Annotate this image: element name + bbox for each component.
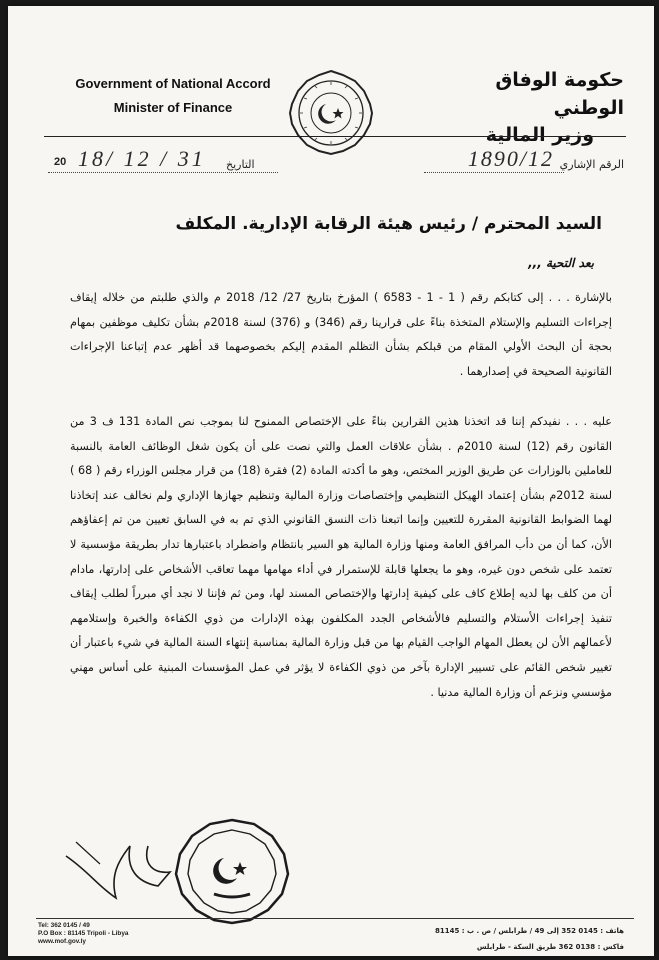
- addressee-line: السيد المحترم / رئيس هيئة الرقابة الإدارية. المكلف: [175, 214, 602, 234]
- footer-po-box: P.O Box : 81145 Tripoli - Libya: [38, 930, 129, 937]
- reference-value: 1890/12: [467, 146, 554, 171]
- english-ministry-name: Minister of Finance: [113, 100, 233, 115]
- english-letterhead: [48, 72, 298, 120]
- arabic-ministry-name: وزير المالية: [485, 124, 594, 146]
- footer-arabic-fax: فاكس : 0138 362 طريق السكة - طرابلس: [476, 943, 624, 951]
- date-year-prefix: 20: [54, 156, 67, 168]
- minister-stamp-icon: [172, 816, 292, 926]
- body-paragraph: بالإشارة . . . إلى كتابكم رقم ( 1 - 1 - 6583 ) المؤرخ بتاريخ 27/ 12/ 2018 م والذي طلبتم من خلاله إيقاف إجراءات التسليم والإستلام المتخذة بناءً على قرارينا رقم (346) و (376) لسنة 2018م بشأن تكليف موظفين بمهام بحجة أن البحث الأولي المقام من قبلكم بشأن التظلم المقدم إليكم بخصوصهما قد أظهر عدم إتباعنا الإجراءات القانونية الصحيحة في إصدارهما .: [70, 291, 613, 378]
- greeting-line: بعد التحية ,,,: [528, 256, 594, 270]
- footer-divider: [36, 918, 634, 919]
- handwritten-signature-icon: [58, 816, 178, 906]
- ministry-seal-icon: [286, 68, 376, 158]
- arabic-gov-name: حكومة الوفاق الوطني: [495, 69, 624, 119]
- footer-english-contacts: [38, 922, 128, 946]
- english-gov-name: Government of National Accord: [75, 76, 271, 91]
- reference-label: الرقم الإشاري: [559, 158, 624, 171]
- header-divider: [44, 136, 626, 137]
- date-dotted-line: [48, 172, 278, 173]
- reference-dotted-line: [424, 172, 564, 173]
- reference-field: [424, 146, 624, 174]
- date-field: [48, 146, 278, 174]
- date-label: التاريخ: [226, 158, 255, 171]
- footer-website: www.mof.gov.ly: [38, 938, 86, 945]
- footer-arabic-contacts: [294, 923, 624, 955]
- body-paragraph: عليه . . . نفيدكم إننا قد اتخذنا هذين القرارين بناءً على الإختصاص الممنوح لنا بموجب نص المادة 131 ف 3 من القانون رقم (12) لسنة 2010م . بشأن علاقات العمل والتي نصت على أن يكون شغل الوظائف العامة بالنسبة للعاملين بالوزارات عن طريق الوزير المختص، وهو ما أكدته المادة (2) فقرة (18) من قرار مجلس الوزراء رقم ( 68 ) لسنة 2012م بشأن إعتماد الهيكل التنظيمي وإختصاصات وزارة المالية وتنظيم جهازها الإداري ولم نخالف عند إتخاذنا لهما الضوابط القانونية المقررة للتعيين وإنما اتبعنا ذات النسق القانوني الذي تم به في السابق تعيين من تم إعفاؤهم الأن، كما أن من دأب المرافق العامة ومنها وزارة المالية هو السير بانتظام واضطراد باعتبارها تدار بطريقة مؤسسية لا تعتمد على شخص دون غيره، وهو ما يجعلها قابلة للإستمرار في أداء مهامها مهما تعاقب الأشخاص على إدارتها، مادام أن من كلف بها لديه إطلاع كاف على كيفية إدارتها والإختصاص المسند لها، ومن ثم فإننا لا نجد أي مبرراً لطلب إيقاف تنفيذ إجراءات الأستلام والتسليم فالأشخاص الجدد المكلفون بهذه الإدارات من ذوي الكفاءة والخبرة وإستلامهم لأعمالهم الأن لن يعطل المهام الواجب القيام بها من قبل وزارة المالية بمناسبة إنتهاء السنة المالية في شيء باعتبار أن تغيير شخص القائم على تسيير الإدارة بآخر من ذوي الكفاءة لا يؤثر في عمل المؤسسات المبنية على أساس مهني مؤسسي ونزعم أن وزارة المالية مدنيا .: [70, 415, 613, 699]
- date-value: 18/ 12 / 31: [78, 146, 206, 171]
- letter-page: [8, 6, 654, 956]
- footer-tel: Tel: 362 0145 / 49: [38, 922, 90, 929]
- footer-arabic-phone: هاتف : 0145 352 إلى 49 / طرابلس / ص . ب : 81145: [434, 927, 624, 935]
